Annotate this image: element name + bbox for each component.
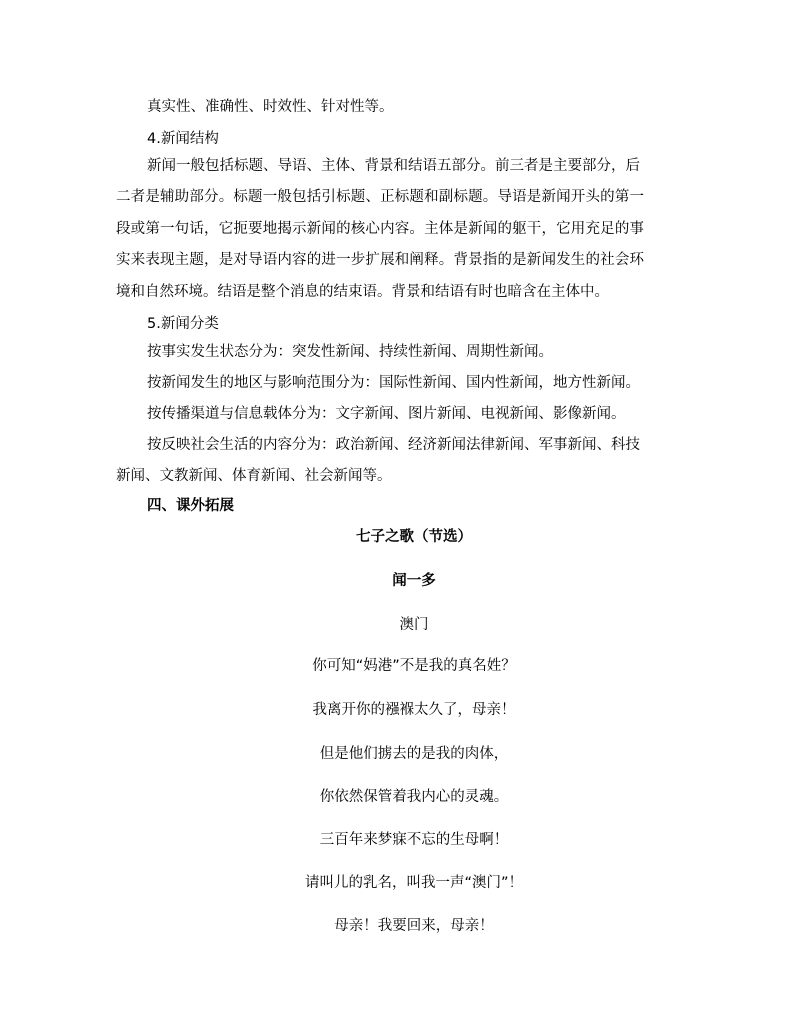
paragraph-line: 境和自然环境。结语是整个消息的结束语。背景和结语有时也暗含在主体中。 [116,284,609,300]
section-heading: 四、课外拓展 [147,498,234,514]
classification-line: 按新闻发生的地区与影响范围分为：国际性新闻、国内性新闻，地方性新闻。 [147,375,640,391]
classification-line: 按事实发生状态分为：突发性新闻、持续性新闻、周期性新闻。 [147,344,553,360]
poem-line: 你依然保管着我内心的灵魂。 [319,789,509,805]
paragraph-line: 段或第一句话，它扼要地揭示新闻的核心内容。主体是新闻的躯干，它用充足的事 [116,221,644,237]
classification-line: 按传播渠道与信息载体分为：文字新闻、图片新闻、电视新闻、影像新闻。 [147,406,626,422]
subheading-news-structure: 4.新闻结构 [147,131,219,147]
subheading-news-classification: 5.新闻分类 [147,316,219,332]
paragraph-line: 实来表现主题，是对导语内容的进一步扩展和阐释。背景指的是新闻发生的社会环 [116,252,644,268]
poem-line: 请叫儿的乳名，叫我一声“澳门”！ [304,875,524,891]
paragraph-line: 新闻一般包括标题、导语、主体、背景和结语五部分。前三者是主要部分，后 [147,158,640,174]
poem-author: 闻一多 [392,573,436,589]
poem-line: 我离开你的襁褓太久了，母亲！ [312,702,516,718]
poem-line: 三百年来梦寐不忘的生母啊！ [319,832,509,848]
poem-line: 母亲！我要回来，母亲！ [334,918,494,934]
classification-line: 新闻、文教新闻、体育新闻、社会新闻等。 [116,468,392,484]
poem-title: 七子之歌（节选） [356,529,472,545]
text-line: 真实性、准确性、时效性、针对性等。 [147,99,394,115]
classification-line: 按反映社会生活的内容分为：政治新闻、经济新闻法律新闻、军事新闻、科技 [147,437,640,453]
poem-line: 但是他们掳去的是我的肉体， [319,746,509,762]
poem-subtitle: 澳门 [399,617,429,633]
paragraph-line: 二者是辅助部分。标题一般包括引标题、正标题和副标题。导语是新闻开头的第一 [116,189,644,205]
poem-line: 你可知“妈港”不是我的真名姓？ [312,658,516,674]
